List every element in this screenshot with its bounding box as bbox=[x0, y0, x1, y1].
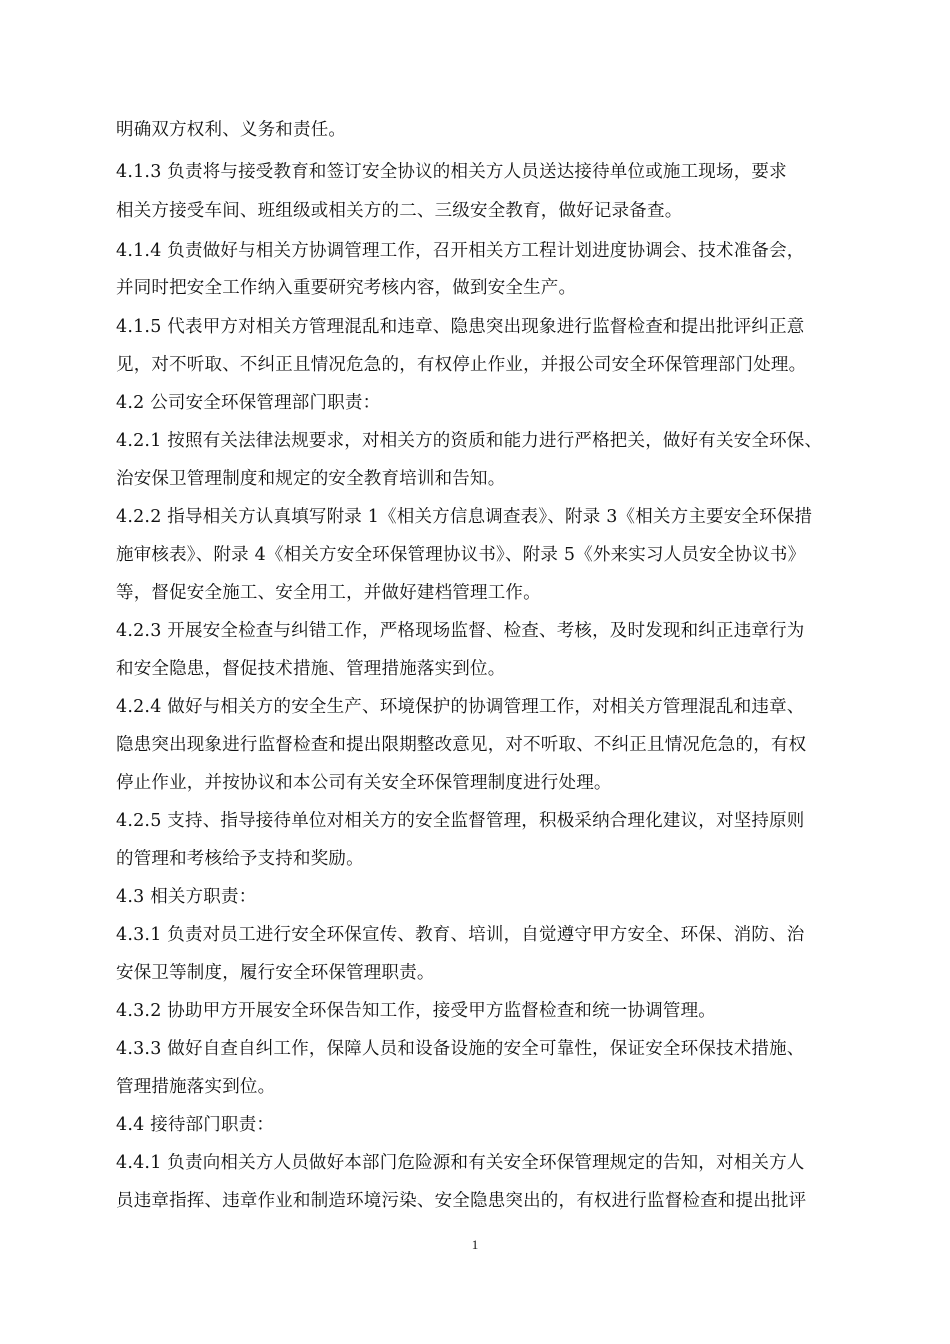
text-line: 4.2.3 开展安全检查与纠错工作，严格现场监督、检查、考核，及时发现和纠正违章行为 bbox=[116, 621, 805, 641]
text-line: 4.3.2 协助甲方开展安全环保告知工作，接受甲方监督检查和统一协调管理。 bbox=[116, 1001, 716, 1021]
text-line: 治安保卫管理制度和规定的安全教育培训和告知。 bbox=[116, 469, 506, 489]
text-line: 4.1.3 负责将与接受教育和签订安全协议的相关方人员送达接待单位或施工现场，要求 bbox=[116, 162, 787, 182]
text-line: 相关方接受车间、班组级或相关方的二、三级安全教育，做好记录备查。 bbox=[116, 201, 683, 221]
text-line: 见，对不听取、不纠正且情况危急的，有权停止作业，并报公司安全环保管理部门处理。 bbox=[116, 355, 807, 375]
text-line: 员违章指挥、违章作业和制造环境污染、安全隐患突出的，有权进行监督检查和提出批评 bbox=[116, 1191, 807, 1211]
text-line: 明确双方权利、义务和责任。 bbox=[116, 120, 347, 140]
section-heading: 4.4 接待部门职责： bbox=[116, 1115, 275, 1135]
text-line: 隐患突出现象进行监督检查和提出限期整改意见，对不听取、不纠正且情况危急的，有权 bbox=[116, 735, 807, 755]
text-line: 4.4.1 负责向相关方人员做好本部门危险源和有关安全环保管理规定的告知，对相关方人 bbox=[116, 1153, 805, 1173]
text-line: 和安全隐患，督促技术措施、管理措施落实到位。 bbox=[116, 659, 506, 679]
section-heading: 4.2 公司安全环保管理部门职责： bbox=[116, 393, 381, 413]
text-line: 施审核表》、附录 4《相关方安全环保管理协议书》、附录 5《外来实习人员安全协议书》 bbox=[116, 545, 806, 565]
text-line: 的管理和考核给予支持和奖励。 bbox=[116, 849, 364, 869]
text-line: 并同时把安全工作纳入重要研究考核内容，做到安全生产。 bbox=[116, 278, 577, 298]
page-number: 1 bbox=[471, 1237, 479, 1252]
text-line: 停止作业，并按协议和本公司有关安全环保管理制度进行处理。 bbox=[116, 773, 612, 793]
text-line: 4.1.5 代表甲方对相关方管理混乱和违章、隐患突出现象进行监督检查和提出批评纠正意 bbox=[116, 317, 805, 337]
text-line: 4.2.1 按照有关法律法规要求，对相关方的资质和能力进行严格把关，做好有关安全环保、 bbox=[116, 431, 823, 451]
text-line: 安保卫等制度，履行安全环保管理职责。 bbox=[116, 963, 435, 983]
text-line: 4.3.1 负责对员工进行安全环保宣传、教育、培训，自觉遵守甲方安全、环保、消防、治 bbox=[116, 925, 805, 945]
text-line: 4.1.4 负责做好与相关方协调管理工作，召开相关方工程计划进度协调会、技术准备会， bbox=[116, 241, 805, 261]
text-line: 4.2.2 指导相关方认真填写附录 1《相关方信息调查表》、附录 3《相关方主要安全环保措 bbox=[116, 507, 813, 527]
text-line: 4.2.5 支持、指导接待单位对相关方的安全监督管理，积极采纳合理化建议，对坚持原则 bbox=[116, 811, 805, 831]
section-heading: 4.3 相关方职责： bbox=[116, 887, 257, 907]
text-line: 等，督促安全施工、安全用工，并做好建档管理工作。 bbox=[116, 583, 541, 603]
text-line: 管理措施落实到位。 bbox=[116, 1077, 276, 1097]
text-line: 4.3.3 做好自查自纠工作，保障人员和设备设施的安全可靠性，保证安全环保技术措施、 bbox=[116, 1039, 805, 1059]
text-line: 4.2.4 做好与相关方的安全生产、环境保护的协调管理工作，对相关方管理混乱和违章、 bbox=[116, 697, 805, 717]
